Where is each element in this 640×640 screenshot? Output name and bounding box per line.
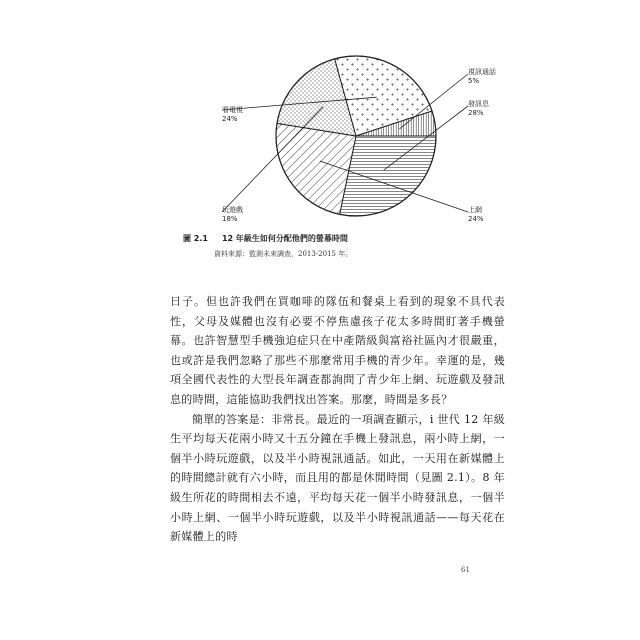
slice-label-tv-name: 看電視 <box>222 106 243 114</box>
paragraph-1: 日子。但也許我們在買咖啡的隊伍和餐桌上看到的現象不具代表性，父母及媒體也沒有必要不停焦慮孩子花太多時間盯著手機螢幕。也許智慧型手機強迫症只在中產階級與富裕社區內才很嚴重，也或許是我們忽略了那些不那麼常用手機的青少年。幸運的是，幾項全國代表性的大型長年調查都詢問了青少年上網、玩遊戲及發訊息的時間，這能協助我們找出答案。那麼，時間是多長？ <box>170 295 505 406</box>
figure-number: 圖 2.1 <box>183 234 208 243</box>
slice-label-messaging-name: 發訊息 <box>468 100 489 108</box>
paragraph-2: 簡單的答案是：非常長。最近的一項調查顯示，i 世代 12 年級生平均每天花兩小時又十五分鐘在手機上發訊息，兩小時上網，一個半小時玩遊戲，以及半小時視訊通話。如此，一天用在新媒體上的時間總計就有六小時，而且用的都是休閒時間（見圖 2.1）。8 年級生所花的時間相去不遠，平均每天花一個半小時發訊息，一個半小時上網、一個半小時玩遊戲，以及半小時視訊通話——每天花在新媒體上的時 <box>170 412 505 544</box>
slice-label-internet-value: 24% <box>468 215 484 223</box>
figure-source: 資料來源：監測未來調查，2013-2015 年。 <box>214 250 353 258</box>
slice-label-videochat-value: 5% <box>468 77 480 85</box>
slice-label-gaming-name: 玩遊戲 <box>222 206 243 214</box>
slice-label-videochat-name: 視訊通話 <box>468 68 496 76</box>
figure-caption <box>183 233 348 244</box>
slice-label-messaging <box>468 100 489 118</box>
page-number: 61 <box>461 566 470 574</box>
slice-label-tv <box>222 106 243 124</box>
slice-label-internet <box>468 206 484 224</box>
slice-label-gaming-value: 18% <box>222 215 238 223</box>
slice-label-internet-name: 上網 <box>468 206 482 214</box>
slice-label-messaging-value: 28% <box>468 109 484 117</box>
slice-label-videochat <box>468 68 496 86</box>
slice-messaging <box>340 136 436 216</box>
body-text <box>170 292 505 547</box>
figure-title: 12 年級生如何分配他們的螢幕時間 <box>221 234 348 243</box>
slice-label-gaming <box>222 206 243 224</box>
slice-label-tv-value: 24% <box>222 115 238 123</box>
